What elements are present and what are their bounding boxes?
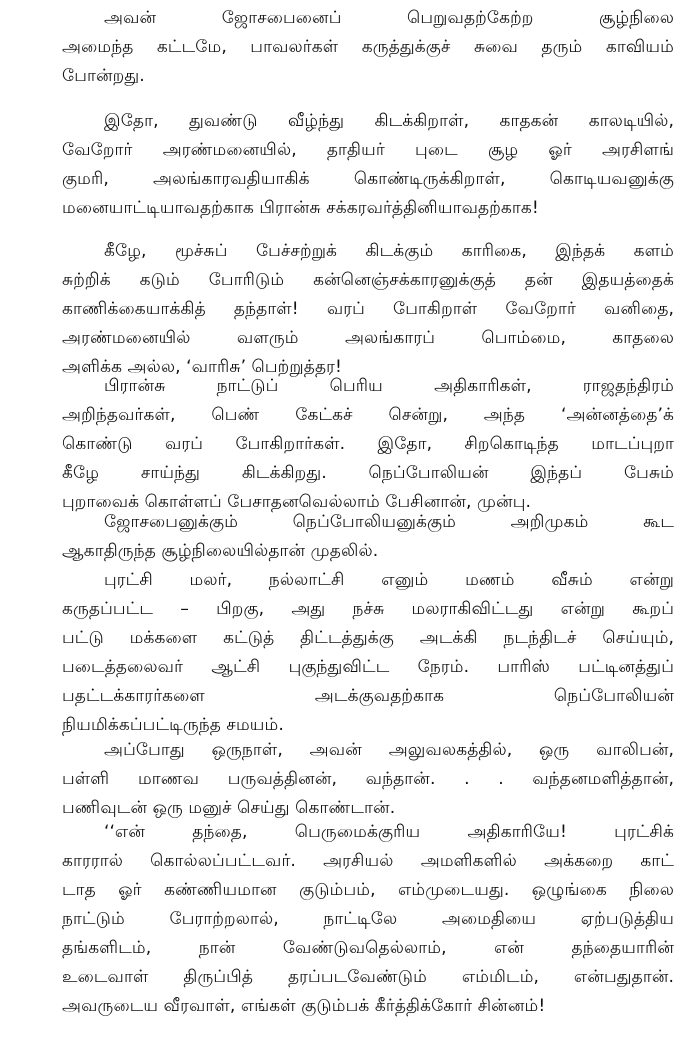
text-line: தங்களிடம், நான் வேண்டுவதெல்லாம், என் தந்தையாரின் bbox=[62, 938, 674, 958]
text-line: புரட்சி மலர், நல்லாட்சி எனும் மணம் வீசும் என்று bbox=[104, 570, 674, 590]
text-line: சுற்றிக் கடும் போரிடும் கன்னெஞ்சக்காரனுக்குத் தன் இதயத்தைக் bbox=[62, 270, 674, 290]
text-line: உடைவாள் திருப்பித் தரப்படவேண்டும் எம்மிடம், என்பதுதான். bbox=[62, 967, 674, 987]
text-line: பணிவுடன் ஒரு மனுச் செய்து கொண்டான். bbox=[62, 798, 396, 818]
text-line: பட்டு மக்களை கட்டுத் திட்டத்துக்கு அடக்கி நடந்திடச் செய்யும், bbox=[62, 628, 674, 648]
text-line: அறிந்தவர்கள், பெண் கேட்கச் சென்று, அந்த ‘அன்னத்தை’க் bbox=[62, 405, 674, 425]
text-line: கொண்டு வரப் போகிறார்கள். இதோ, சிறகொடிந்த மாடப்புறா bbox=[62, 434, 674, 454]
text-line: ஜோசபைனுக்கும் நெப்போலியனுக்கும் அறிமுகம் கூட bbox=[104, 512, 674, 532]
text-line: கீழே, மூச்சுப் பேச்சற்றுக் கிடக்கும் காரிகை, இந்தக் களம் bbox=[104, 241, 674, 261]
text-line: இதோ, துவண்டு வீழ்ந்து கிடக்கிறாள், காதகன் காலடியில், bbox=[104, 111, 674, 131]
text-line: கீழே சாய்ந்து கிடக்கிறது. நெப்போலியன் இந்தப் பேசும் bbox=[62, 463, 674, 483]
text-line: நியமிக்கப்பட்டிருந்த சமயம். bbox=[62, 715, 284, 735]
text-line: பள்ளி மாணவ பருவத்தினன், வந்தான். . . வந்தனமளித்தான், bbox=[62, 769, 674, 789]
text-line: வேறோர் அரண்மனையில், தாதியர் புடை சூழ ஓர் அரசிளங் bbox=[62, 140, 674, 160]
text-line: அரண்மனையில் வளரும் அலங்காரப் பொம்மை, காதலை bbox=[62, 328, 674, 348]
text-line: காரரால் கொல்லப்பட்டவர். அரசியல் அமளிகளில் அக்கறை காட் bbox=[62, 851, 674, 871]
text-line: புறாவைக் கொள்ளப் பேசாதனவெல்லாம் பேசினான், முன்பு. bbox=[62, 492, 531, 512]
paragraph-1 bbox=[62, 4, 674, 91]
text-line: அளிக்க அல்ல, ‘வாரிசு’ பெற்றுத்தர! bbox=[62, 357, 342, 377]
text-line: மனையாட்டியாவதற்காக பிரான்சு சக்கரவர்த்தினியாவதற்காக! bbox=[62, 198, 539, 218]
paragraph-2 bbox=[62, 107, 674, 223]
paragraph-6 bbox=[62, 566, 674, 740]
paragraph-3 bbox=[62, 237, 674, 382]
paragraph-4 bbox=[62, 372, 674, 517]
text-line: ‘‘என் தந்தை, பெருமைக்குரிய அதிகாரியே! புரட்சிக் bbox=[104, 822, 674, 842]
text-line: பிரான்சு நாட்டுப் பெரிய அதிகாரிகள், ராஜதந்திரம் bbox=[104, 376, 674, 396]
text-line: டாத ஓர் கண்ணியமான குடும்பம், எம்முடையது. ஒழுங்கை நிலை bbox=[62, 880, 674, 900]
paragraph-7 bbox=[62, 736, 674, 823]
text-line: அவன் ஜோசபைனைப் பெறுவதற்கேற்ற சூழ்நிலை bbox=[104, 8, 674, 28]
text-line: அவருடைய வீரவாள், எங்கள் குடும்பக் கீர்த்திக்கோர் சின்னம்! bbox=[62, 996, 546, 1016]
text-line: படைத்தலைவர் ஆட்சி புகுந்துவிட்ட நேரம். பாரிஸ் பட்டினத்துப் bbox=[62, 657, 674, 677]
text-line: கருதப்பட்ட – பிறகு, அது நச்சு மலராகிவிட்டது என்று கூறப் bbox=[62, 599, 674, 619]
text-line: அப்போது ஒருநாள், அவன் அலுவலகத்தில், ஒரு வாலிபன், bbox=[104, 740, 674, 760]
paragraph-8 bbox=[62, 818, 674, 1021]
text-line: போன்றது. bbox=[62, 66, 145, 86]
paragraph-5 bbox=[62, 508, 674, 566]
text-line: அமைந்த கட்டமே, பாவலர்கள் கருத்துக்குச் சுவை தரும் காவியம் bbox=[62, 37, 674, 57]
text-line: பதட்டக்காரர்களை அடக்குவதற்காக நெப்போலியன் bbox=[62, 686, 674, 706]
text-line: ஆகாதிருந்த சூழ்நிலையில்தான் முதலில். bbox=[62, 541, 379, 561]
text-line: நாட்டும் பேராற்றலால், நாட்டிலே அமைதியை ஏற்படுத்திய bbox=[62, 909, 674, 929]
text-line: காணிக்கையாக்கித் தந்தாள்! வரப் போகிறாள் வேறோர் வனிதை, bbox=[62, 299, 674, 319]
text-line: குமரி, அலங்காரவதியாகிக் கொண்டிருக்கிறாள், கொடியவனுக்கு bbox=[62, 169, 674, 189]
